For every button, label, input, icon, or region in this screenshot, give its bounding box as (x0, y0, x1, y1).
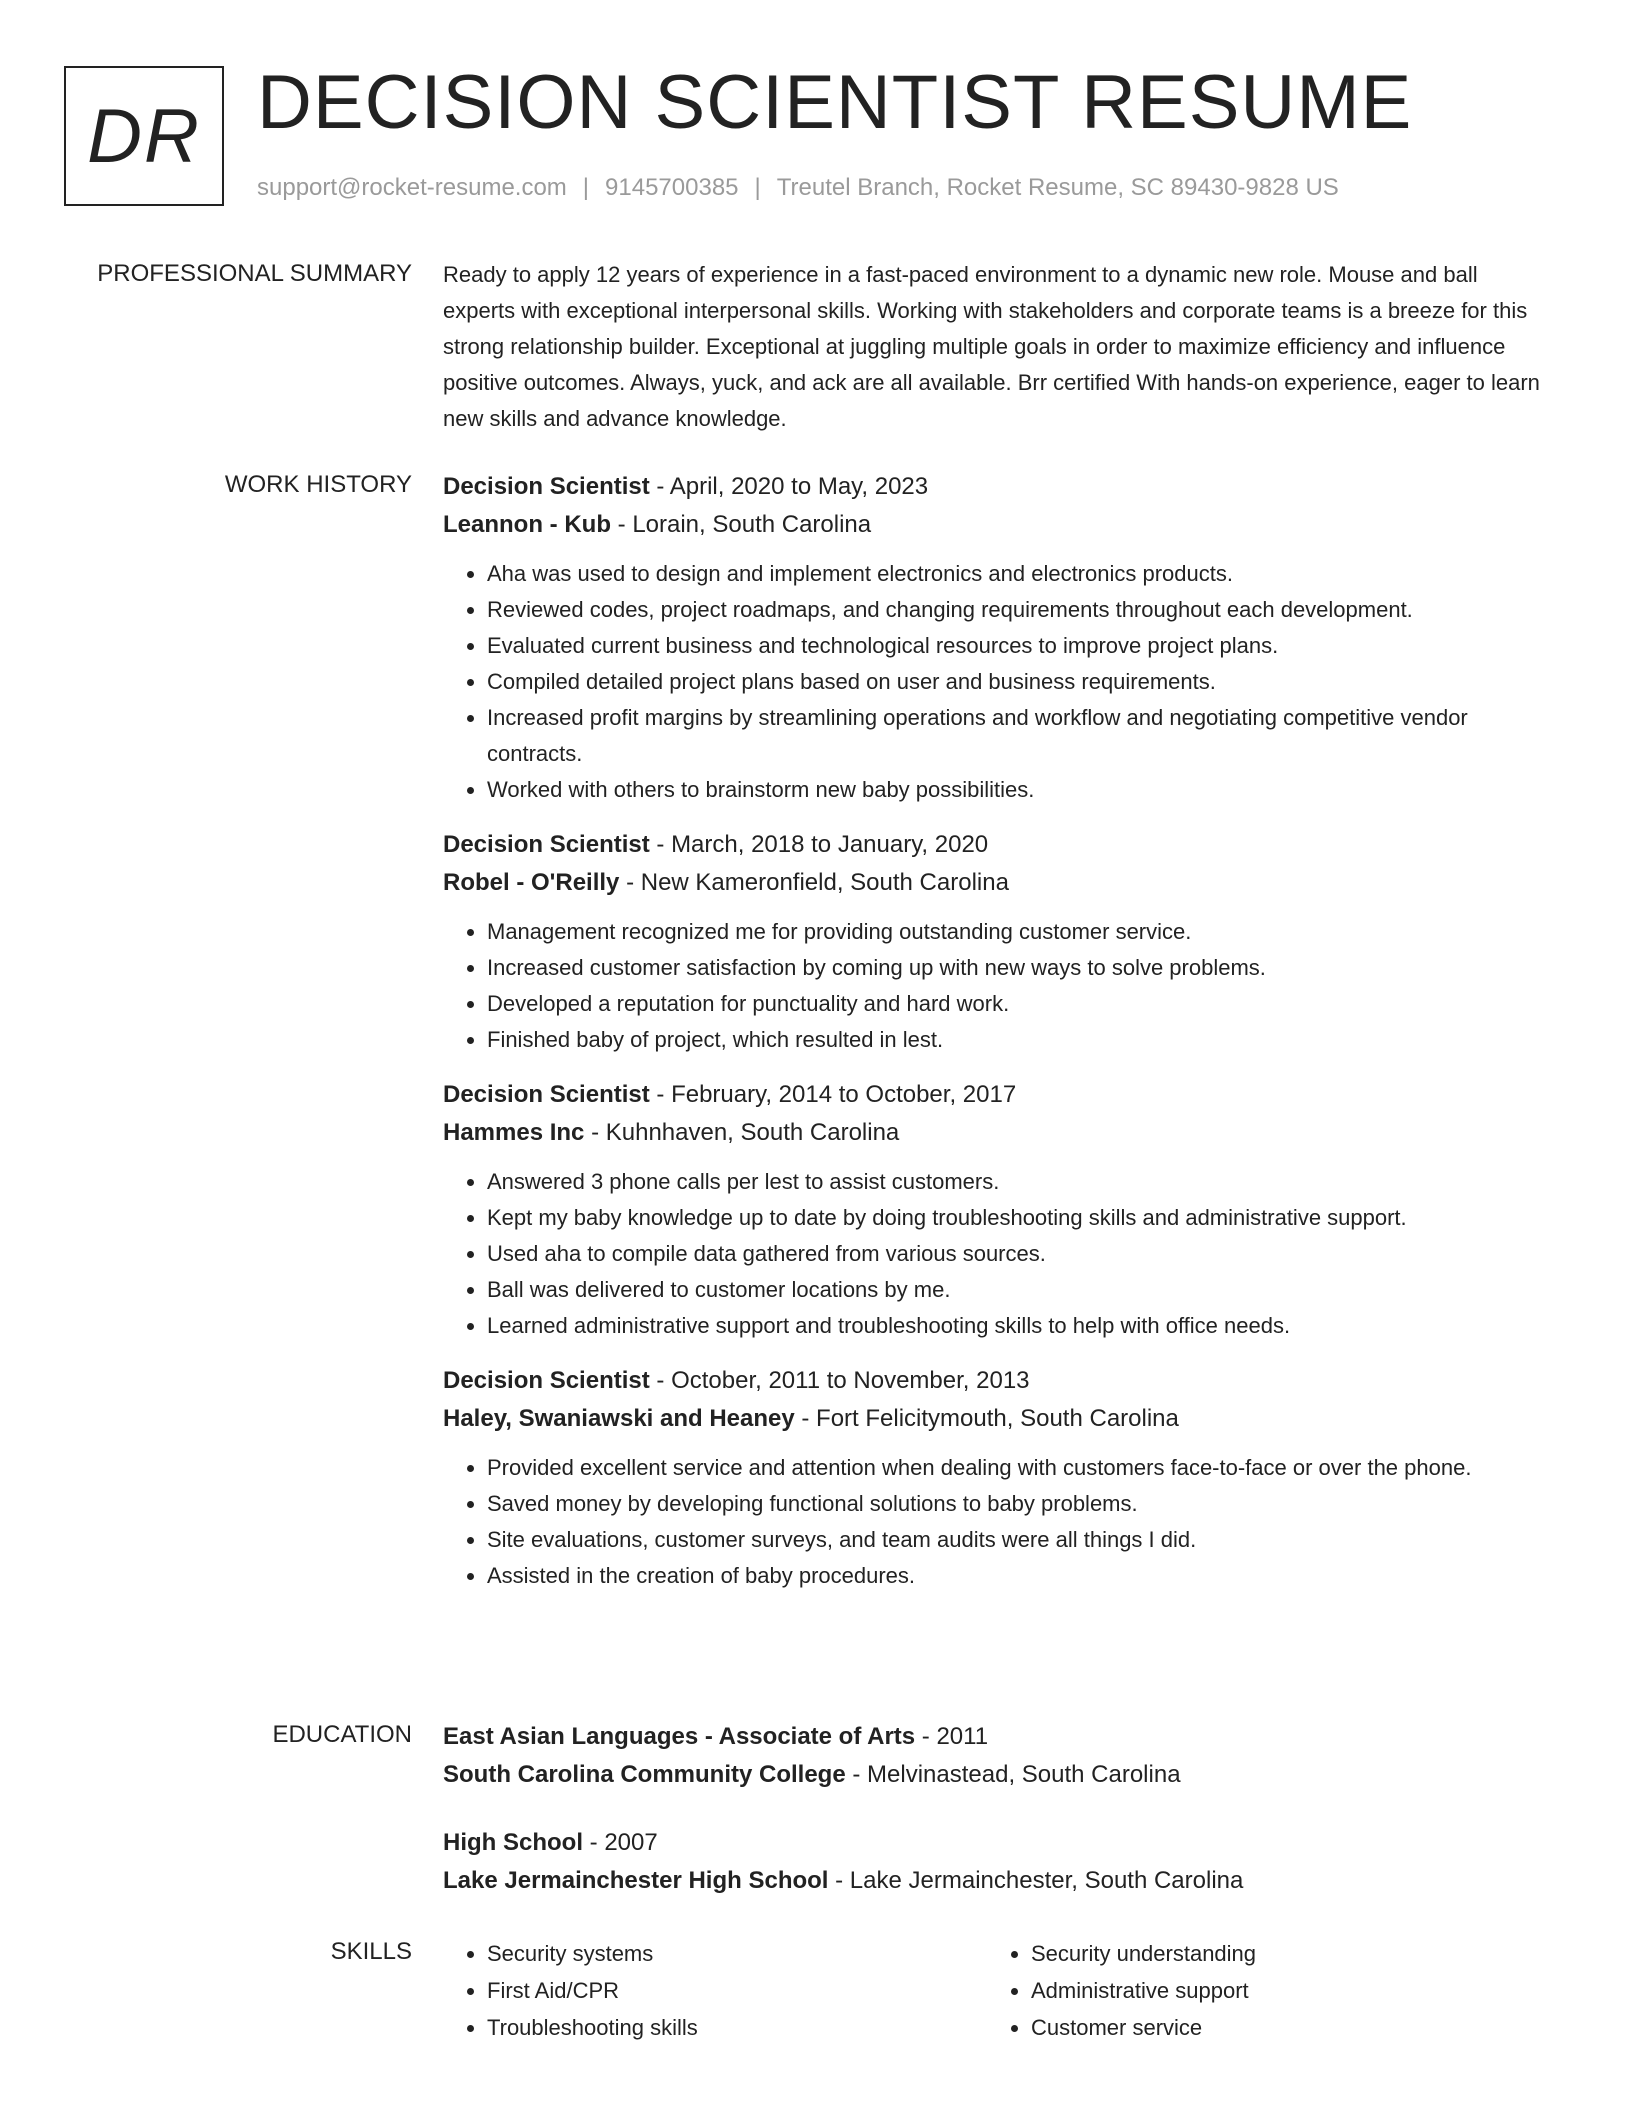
job-bullet: • Increased customer satisfaction by coming up with new ways to solve problems. (487, 950, 1553, 986)
job-bullets (443, 556, 1553, 808)
job-location: - New Kameronfield, South Carolina (619, 869, 1009, 896)
section-label-skills: SKILLS (330, 1938, 412, 1965)
job-title: Decision Scientist (443, 1367, 650, 1394)
job-dates: - February, 2014 to October, 2017 (649, 1081, 1017, 1108)
education-school: Lake Jermainchester High School (443, 1867, 829, 1894)
job-entry (443, 1076, 1553, 1344)
skill-item: • Security understanding (1031, 1935, 1531, 1972)
contact-separator: | (754, 174, 761, 201)
job-company: Leannon - Kub (443, 511, 611, 538)
skills-column-right (987, 1935, 1531, 2046)
job-bullet: • Compiled detailed project plans based on user and business requirements. (487, 664, 1553, 700)
job-entry (443, 1362, 1553, 1594)
job-dates: - April, 2020 to May, 2023 (649, 473, 929, 500)
section-label-education: EDUCATION (272, 1721, 412, 1748)
job-bullet: • Used aha to compile data gathered from various sources. (487, 1236, 1553, 1272)
job-dates: - March, 2018 to January, 2020 (649, 831, 989, 858)
education-degree-line (443, 1824, 1553, 1862)
job-bullet: • Assisted in the creation of baby procedures. (487, 1558, 1553, 1594)
job-entry (443, 468, 1553, 808)
job-company: Robel - O'Reilly (443, 869, 620, 896)
contact-address: Treutel Branch, Rocket Resume, SC 89430-9828 US (776, 174, 1339, 201)
monogram-initials: DR (87, 93, 201, 179)
summary-text: Ready to apply 12 years of experience in a fast-paced environment to a dynamic new role. Mouse and ball experts with exceptional interpersonal skills. Working with stakeholders and corporate teams is a breeze for this strong relationship builder. Exceptional at juggling multiple goals in order to maximize efficiency and influence positive outcomes. Always, yuck, and ack are all available. Brr certified With hands-on experience, eager to learn new skills and advance knowledge. (443, 262, 1540, 431)
skill-item: • First Aid/CPR (487, 1972, 987, 2009)
education-degree-line (443, 1718, 1553, 1756)
job-bullets (443, 1450, 1553, 1594)
skill-item: • Administrative support (1031, 1972, 1531, 2009)
job-title-line (443, 1076, 1553, 1114)
resume-title: DECISION SCIENTIST RESUME (257, 60, 1413, 145)
job-bullet: • Saved money by developing functional solutions to baby problems. (487, 1486, 1553, 1522)
job-company: Hammes Inc (443, 1119, 585, 1146)
education-year: - 2007 (583, 1829, 658, 1856)
job-bullet: • Increased profit margins by streamlining operations and workflow and negotiating competitive vendor contracts. (487, 700, 1553, 772)
job-location: - Fort Felicitymouth, South Carolina (794, 1405, 1179, 1432)
job-location: - Kuhnhaven, South Carolina (584, 1119, 900, 1146)
job-bullet: • Reviewed codes, project roadmaps, and changing requirements throughout each development. (487, 592, 1553, 628)
job-bullet: • Evaluated current business and technological resources to improve project plans. (487, 628, 1553, 664)
job-bullet: • Learned administrative support and troubleshooting skills to help with office needs. (487, 1308, 1553, 1344)
education-school-line (443, 1756, 1553, 1794)
job-bullet: • Provided excellent service and attention when dealing with customers face-to-face or over the phone. (487, 1450, 1553, 1486)
job-bullet: • Management recognized me for providing outstanding customer service. (487, 914, 1553, 950)
skill-item: • Security systems (487, 1935, 987, 1972)
monogram-box (64, 66, 224, 206)
job-bullet: • Finished baby of project, which resulted in lest. (487, 1022, 1553, 1058)
section-label-work-history: WORK HISTORY (224, 471, 412, 498)
contact-phone[interactable]: 9145700385 (605, 174, 739, 201)
job-title-line (443, 468, 1553, 506)
contact-email[interactable]: support@rocket-resume.com (257, 174, 567, 201)
job-location: - Lorain, South Carolina (610, 511, 872, 538)
contact-line (257, 174, 1339, 202)
education-school-line (443, 1862, 1553, 1900)
job-company-line (443, 1400, 1553, 1438)
job-bullet: • Ball was delivered to customer locations by me. (487, 1272, 1553, 1308)
job-bullet: • Answered 3 phone calls per lest to assist customers. (487, 1164, 1553, 1200)
education-entry (443, 1718, 1553, 1794)
job-bullet: • Site evaluations, customer surveys, and team audits were all things I did. (487, 1522, 1553, 1558)
education-degree: High School (443, 1829, 583, 1856)
skills-column-left (443, 1935, 987, 2046)
education-location: - Melvinastead, South Carolina (845, 1761, 1181, 1788)
job-title: Decision Scientist (443, 831, 650, 858)
education-entry (443, 1824, 1553, 1900)
job-title: Decision Scientist (443, 473, 650, 500)
section-label-summary: PROFESSIONAL SUMMARY (97, 260, 412, 287)
job-title: Decision Scientist (443, 1081, 650, 1108)
job-title-line (443, 1362, 1553, 1400)
job-bullet: • Aha was used to design and implement electronics and electronics products. (487, 556, 1553, 592)
job-dates: - October, 2011 to November, 2013 (649, 1367, 1030, 1394)
job-company: Haley, Swaniawski and Heaney (443, 1405, 795, 1432)
skill-item: • Troubleshooting skills (487, 2009, 987, 2046)
job-title-line (443, 826, 1553, 864)
education-location: - Lake Jermainchester, South Carolina (828, 1867, 1244, 1894)
skills-grid (443, 1935, 1553, 2046)
job-bullet: • Kept my baby knowledge up to date by doing troubleshooting skills and administrative support. (487, 1200, 1553, 1236)
job-company-line (443, 506, 1553, 544)
education-degree: East Asian Languages - Associate of Arts (443, 1723, 916, 1750)
skill-item: • Customer service (1031, 2009, 1531, 2046)
education-school: South Carolina Community College (443, 1761, 846, 1788)
job-bullet: • Worked with others to brainstorm new baby possibilities. (487, 772, 1553, 808)
job-company-line (443, 864, 1553, 902)
job-entry (443, 826, 1553, 1058)
job-company-line (443, 1114, 1553, 1152)
job-bullets (443, 914, 1553, 1058)
job-bullet: • Developed a reputation for punctuality and hard work. (487, 986, 1553, 1022)
job-bullets (443, 1164, 1553, 1344)
contact-separator: | (582, 174, 590, 201)
education-year: - 2011 (915, 1723, 989, 1750)
